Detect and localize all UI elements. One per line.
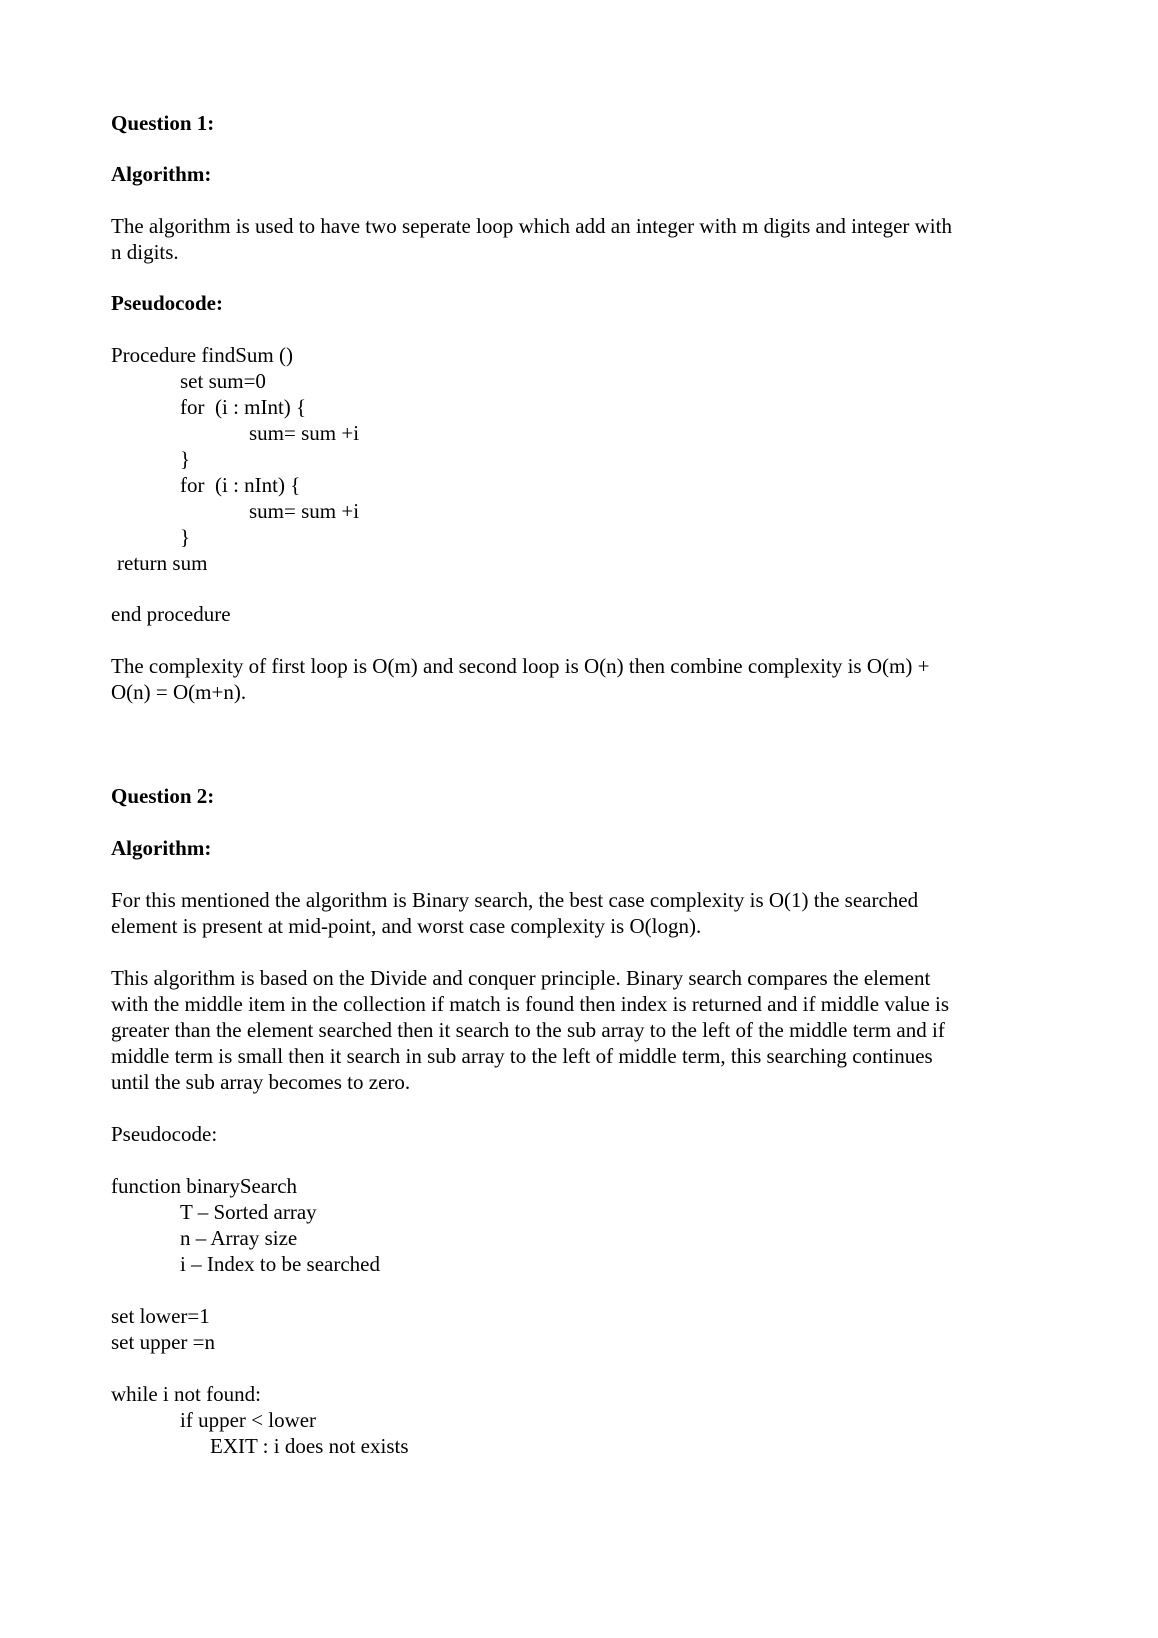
q1-pseudocode-heading: Pseudocode: <box>111 291 223 315</box>
q1-algorithm-text-line-2: n digits. <box>111 240 179 264</box>
q2-code-line: i – Index to be searched <box>180 1252 381 1276</box>
q1-code-line: sum= sum +i <box>249 421 360 445</box>
q2-para2-line-2: with the middle item in the collection if match is found then index is returned and if middle value is <box>111 992 950 1016</box>
q1-complexity-line-2: O(n) = O(m+n). <box>111 680 247 704</box>
q2-code-line: while i not found: <box>111 1382 261 1406</box>
q1-code-line: } <box>180 525 191 549</box>
q1-heading: Question 1: <box>111 111 215 135</box>
q2-para2-line-1: This algorithm is based on the Divide and conquer principle. Binary search compares the element <box>111 966 931 990</box>
q1-algorithm-heading: Algorithm: <box>111 162 212 186</box>
q2-code-line: set lower=1 <box>111 1304 210 1328</box>
q2-pseudocode-heading: Pseudocode: <box>111 1122 218 1146</box>
q1-code-line: for (i : mInt) { <box>180 395 307 419</box>
q1-code-line: return sum <box>117 551 208 575</box>
q2-para2-line-3: greater than the element searched then it search to the sub array to the left of the middle term and if <box>111 1018 945 1042</box>
q2-code-line: function binarySearch <box>111 1174 298 1198</box>
q2-para2-line-5: until the sub array becomes to zero. <box>111 1070 411 1094</box>
q1-code-line: } <box>180 447 191 471</box>
q2-code-line: T – Sorted array <box>180 1200 317 1224</box>
q2-para1-line-2: element is present at mid-point, and worst case complexity is O(logn). <box>111 914 702 938</box>
q2-heading: Question 2: <box>111 784 215 808</box>
q2-para2-line-4: middle term is small then it search in sub array to the left of middle term, this searching continues <box>111 1044 933 1068</box>
q1-code-line: Procedure findSum () <box>111 343 293 367</box>
q2-code-line: n – Array size <box>180 1226 298 1250</box>
q2-algorithm-heading: Algorithm: <box>111 836 212 860</box>
q1-code-line: end procedure <box>111 602 231 626</box>
q1-code-line: sum= sum +i <box>249 499 360 523</box>
q1-code-line: for (i : nInt) { <box>180 473 301 497</box>
q2-para1-line-1: For this mentioned the algorithm is Binary search, the best case complexity is O(1) the searched <box>111 888 919 912</box>
q2-code-line: EXIT : i does not exists <box>210 1434 409 1458</box>
q1-code-line: set sum=0 <box>180 369 266 393</box>
q1-algorithm-text-line-1: The algorithm is used to have two seperate loop which add an integer with m digits and integer with <box>111 214 952 238</box>
q2-code-line: if upper < lower <box>180 1408 317 1432</box>
q1-complexity-line-1: The complexity of first loop is O(m) and second loop is O(n) then combine complexity is O(m) + <box>111 654 930 678</box>
q2-code-line: set upper =n <box>111 1330 215 1354</box>
